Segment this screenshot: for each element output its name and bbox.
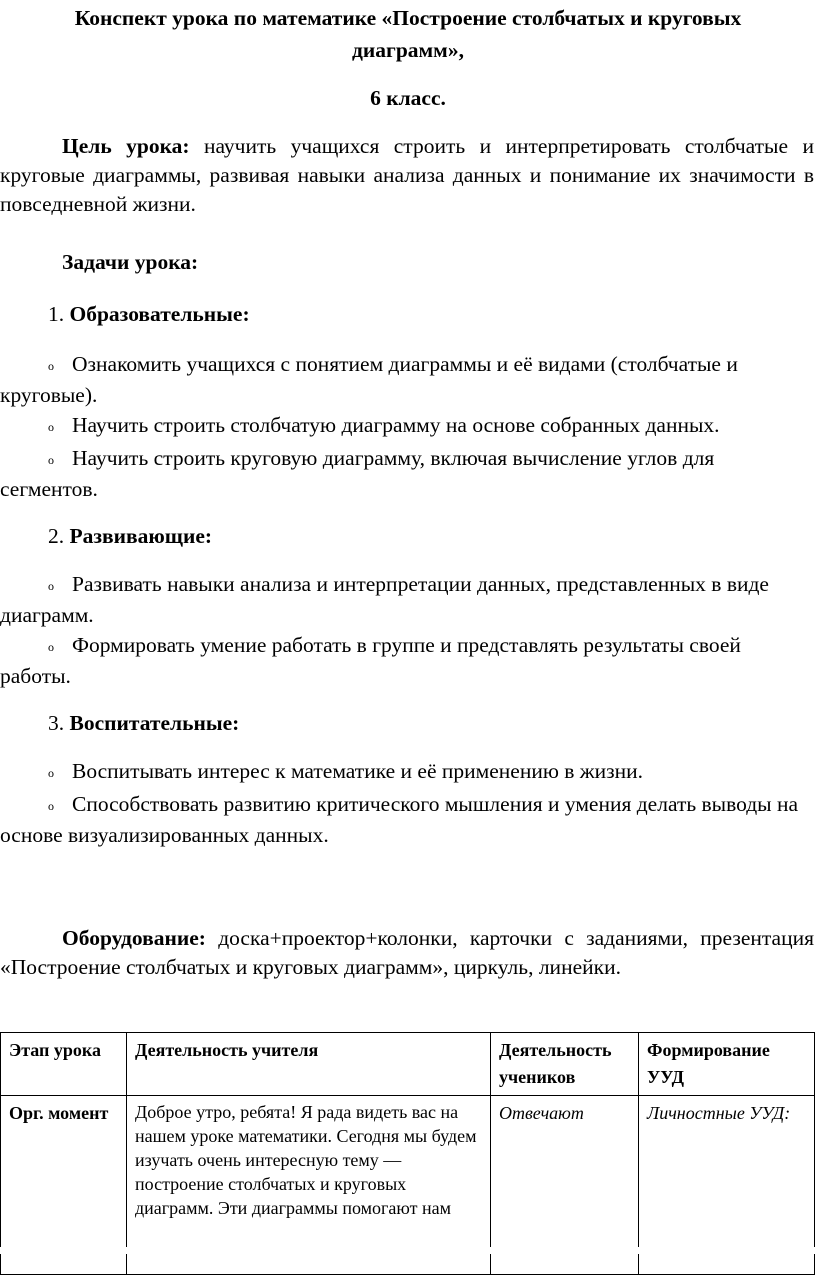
list-item bbox=[0, 757, 814, 788]
list-item-text: Формировать умение работать в группе и представлять результаты своей работы. bbox=[0, 633, 741, 688]
section-2-number: 2. bbox=[48, 524, 65, 548]
bullet-mark: o bbox=[48, 639, 54, 654]
list-item-text: Развивать навыки анализа и интерпретации данных, представленных в виде диаграмм. bbox=[0, 572, 769, 627]
section-3-title: Воспитательные: bbox=[69, 711, 240, 735]
bullet-mark: o bbox=[48, 765, 54, 780]
header-stage: Этап урока bbox=[1, 1033, 127, 1096]
bullet-mark: o bbox=[48, 419, 54, 434]
list-item bbox=[0, 631, 814, 691]
bullet-mark: o bbox=[48, 358, 54, 373]
section-1-title: Образовательные: bbox=[69, 302, 250, 326]
list-item-text: Ознакомить учащихся с понятием диаграммы и её видами (столбчатые и круговые). bbox=[0, 352, 738, 407]
cell-student-activity: Отвечают bbox=[491, 1096, 639, 1275]
page-cutoff bbox=[0, 1247, 816, 1254]
bullet-mark: o bbox=[48, 452, 54, 467]
list-item-text: Воспитывать интерес к математике и её применению в жизни. bbox=[72, 759, 644, 783]
lesson-goal-text: научить учащихся строить и интерпретировать столбчатые и круговые диаграммы, развивая навыки анализа данных и понимание их значимости в повседневной жизни. bbox=[0, 134, 814, 216]
document-title-line2: диаграмм», bbox=[352, 38, 464, 62]
cell-teacher-activity: Доброе утро, ребята! Я рада видеть вас на нашем уроке математики. Сегодня мы будем изучать очень интересную тему — построение столбчатых и круговых диаграмм. Эти диаграммы помогают нам bbox=[127, 1096, 491, 1275]
list-item-text: Научить строить столбчатую диаграмму на основе собранных данных. bbox=[72, 413, 720, 437]
lesson-plan-table bbox=[0, 1032, 815, 1275]
list-item bbox=[0, 570, 814, 630]
bullet-mark: o bbox=[48, 798, 54, 813]
tasks-heading: Задачи урока: bbox=[62, 250, 199, 274]
section-3-heading bbox=[48, 709, 239, 738]
equipment-label: Оборудование: bbox=[62, 926, 206, 950]
document-grade: 6 класс. bbox=[370, 86, 446, 110]
table-header-row bbox=[1, 1033, 815, 1096]
cell-stage: Орг. момент bbox=[1, 1096, 127, 1275]
header-student-activity: Деятельность учеников bbox=[491, 1033, 639, 1096]
list-item bbox=[0, 350, 814, 410]
equipment-paragraph bbox=[0, 924, 814, 982]
section-3-number: 3. bbox=[48, 711, 65, 735]
list-item-text: Научить строить круговую диаграмму, включая вычисление углов для сегментов. bbox=[0, 446, 715, 501]
list-item bbox=[0, 411, 814, 442]
lesson-goal-label: Цель урока: bbox=[62, 134, 190, 158]
header-uud: Формирование УУД bbox=[639, 1033, 815, 1096]
section-1-number: 1. bbox=[48, 302, 65, 326]
cell-uud: Личностные УУД: bbox=[639, 1096, 815, 1275]
equipment-text: доска+проектор+колонки, карточки с заданиями, презентация «Построение столбчатых и круговых диаграмм», циркуль, линейки. bbox=[0, 926, 814, 979]
section-2-heading bbox=[48, 522, 212, 551]
list-item bbox=[0, 444, 814, 504]
list-item bbox=[0, 790, 814, 850]
section-2-title: Развивающие: bbox=[69, 524, 213, 548]
section-1-heading bbox=[48, 300, 250, 329]
bullet-mark: o bbox=[48, 578, 54, 593]
document-title-line1: Конспект урока по математике «Построение столбчатых и круговых bbox=[74, 6, 742, 30]
lesson-goal bbox=[0, 132, 814, 219]
header-teacher-activity: Деятельность учителя bbox=[127, 1033, 491, 1096]
list-item-text: Способствовать развитию критического мышления и умения делать выводы на основе визуализированных данных. bbox=[0, 792, 799, 847]
